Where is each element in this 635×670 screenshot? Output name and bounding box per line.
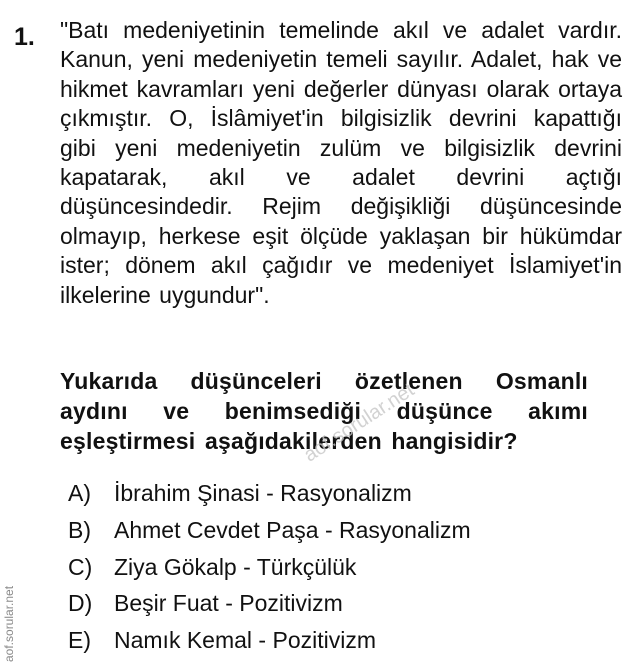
option-text: Ziya Gökalp - Türkçülük	[114, 553, 357, 580]
option-b[interactable]	[68, 512, 471, 549]
question-passage: "Batı medeniyetinin temelinde akıl ve adalet vardır. Kanun, yeni medeniyetin temeli sayılır. Adalet, hak ve hikmet kavramları yeni değerler dünyası olarak ortaya çıkmıştır. O, İslâmiyet'in bilgisizlik devrini kapattığı gibi yeni medeniyetin zulüm ve bilgisizlik devrini kapatarak, akıl ve adalet devrini açtığı düşüncesindedir. Rejim değişikliği düşüncesinde olmayıp, herkese eşit ölçüde yaklaşan bir hükümdar ister; dönem akıl çağıdır ve medeniyet İslamiyet'in ilkelerine uygundur".	[60, 17, 622, 308]
question-number: 1.	[14, 23, 35, 51]
option-text: Ahmet Cevdet Paşa - Rasyonalizm	[114, 516, 471, 543]
option-text: İbrahim Şinasi - Rasyonalizm	[114, 480, 412, 506]
watermark-diagonal: aof.sorular.net	[300, 378, 419, 467]
option-text: Beşir Fuat - Pozitivizm	[114, 590, 343, 617]
question-prompt: Yukarıda düşünceleri özetlenen Osmanlı aydını ve benimsediği düşünce akımı eşleştirmesi aşağıdakilerden hangisidir?	[60, 368, 588, 454]
option-d[interactable]	[68, 585, 471, 622]
option-text: Namık Kemal - Pozitivizm	[114, 627, 376, 654]
answer-options	[68, 475, 471, 659]
option-letter: A)	[68, 480, 91, 506]
option-c[interactable]	[68, 549, 471, 586]
option-letter: B)	[68, 516, 91, 543]
option-letter: C)	[68, 553, 93, 580]
watermark-side: aof.sorular.net	[2, 585, 16, 662]
option-letter: E)	[68, 627, 91, 654]
option-e[interactable]	[68, 622, 471, 659]
option-letter: D)	[68, 590, 93, 617]
option-a[interactable]	[68, 475, 471, 512]
